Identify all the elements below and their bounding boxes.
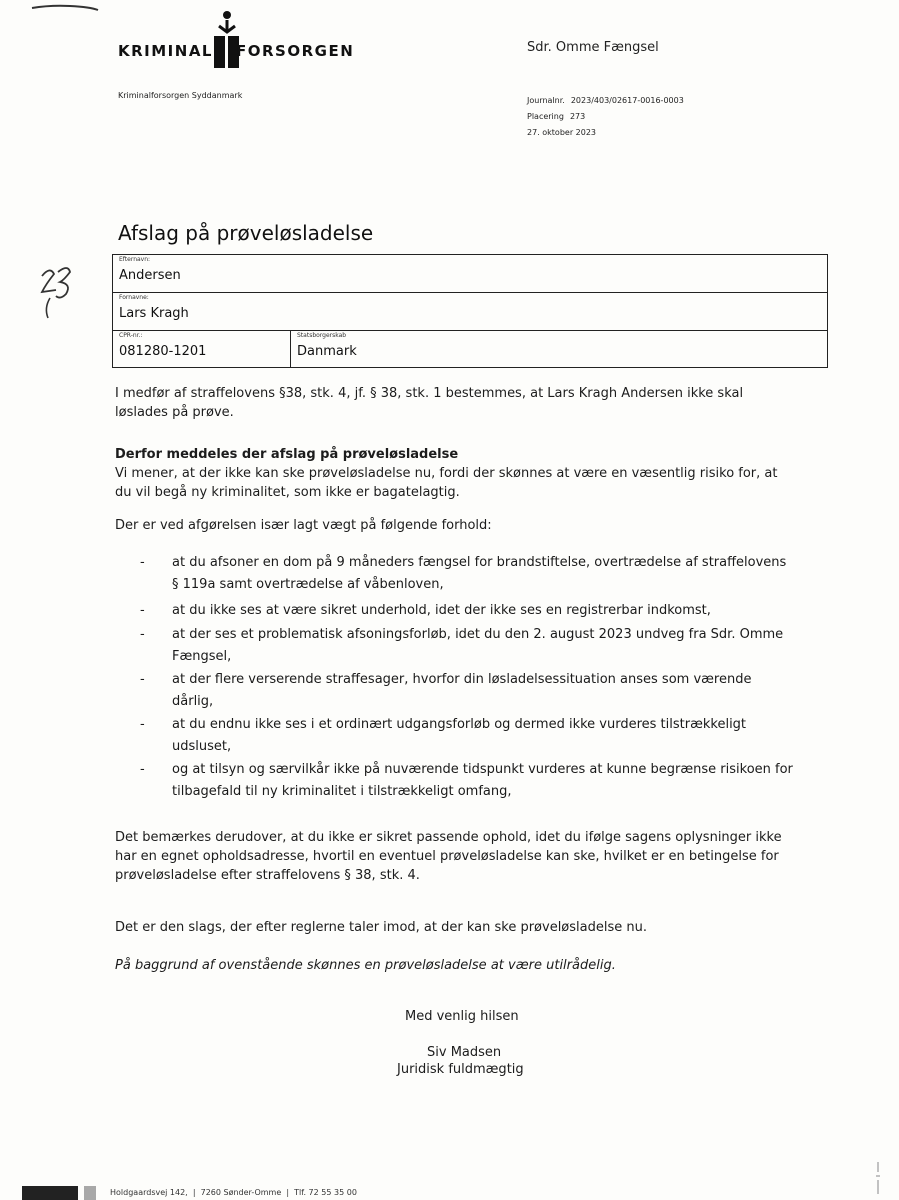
citizenship-label: Statsborgerskab	[297, 332, 347, 339]
kriminalforsorgen-logo	[118, 10, 358, 74]
footer-bar	[22, 1186, 78, 1200]
conclusion-paragraph: På baggrund af ovenstående skønnes en prøveløsladelse at være utilrådelig.	[115, 958, 616, 973]
placement-label: Placering	[527, 112, 564, 121]
margin-scan-mark	[873, 1160, 883, 1196]
bullet-dash: -	[140, 672, 145, 687]
cpr-value: 081280-1201	[119, 344, 207, 359]
organisation-subtitle: Kriminalforsorgen Syddanmark	[118, 91, 243, 100]
surname-row	[113, 255, 827, 293]
decision-paragraph	[115, 384, 743, 422]
signatory-name: Siv Madsen	[427, 1045, 502, 1060]
cpr-label: CPR-nr.:	[119, 332, 143, 339]
residence-line-3: prøveløsladelse efter straffelovens § 38, stk. 4.	[115, 868, 420, 883]
decision-line-1: I medfør af straffelovens §38, stk. 4, jf. § 38, stk. 1 bestemmes, at Lars Kragh Andersen ikke skal	[115, 386, 744, 401]
footer-address: Holdgaardsvej 142, | 7260 Sønder-Omme | Tlf. 72 55 35 00	[110, 1188, 357, 1197]
decision-line-2: løslades på prøve.	[115, 405, 234, 420]
residence-paragraph	[115, 828, 782, 885]
bullet-dash: -	[140, 762, 145, 777]
considerations-intro: Der er ved afgørelsen især lagt vægt på følgende forhold:	[115, 518, 492, 533]
closing-greeting: Med venlig hilsen	[405, 1009, 519, 1024]
journal-label: Journalnr.	[527, 96, 565, 105]
document-title: Afslag på prøveløsladelse	[118, 221, 374, 245]
residence-line-2: har en egnet opholdsadresse, hvortil en eventuel prøveløsladelse kan ske, hvilket er en betingelse for	[115, 849, 779, 864]
signatory-role: Juridisk fuldmægtig	[397, 1062, 524, 1077]
placement-value: 273	[569, 112, 586, 121]
citizenship-cell	[291, 331, 821, 367]
handwritten-annotation	[36, 262, 82, 324]
document-meta	[527, 93, 684, 141]
summary-paragraph: Det er den slags, der efter reglerne taler imod, at der kan ske prøveløsladelse nu.	[115, 920, 647, 935]
logo-text-right: FORSORGEN	[236, 42, 355, 60]
journal-value: 2023/403/02617-0016-0003	[570, 96, 684, 105]
bullet-dash: -	[140, 627, 145, 642]
firstname-label: Fornavne:	[119, 294, 149, 301]
cpr-cell	[113, 331, 290, 367]
personal-details-table	[112, 254, 828, 368]
bullet-dash: -	[140, 603, 145, 618]
bullet-dash: -	[140, 717, 145, 732]
risk-line-2: du vil begå ny kriminalitet, som ikke er bagatelagtig.	[115, 485, 460, 500]
institution-name: Sdr. Omme Fængsel	[527, 40, 659, 55]
surname-value: Andersen	[119, 268, 181, 283]
firstname-row	[113, 293, 827, 331]
footer-square	[84, 1186, 96, 1200]
logo-text-left: KRIMINAL	[118, 42, 213, 60]
pen-stroke-mark	[30, 0, 100, 16]
surname-label: Efternavn:	[119, 256, 151, 263]
risk-paragraph	[115, 464, 777, 502]
residence-line-1: Det bemærkes derudover, at du ikke er sikret passende ophold, idet du ifølge sagens oplysninger ikke	[115, 830, 782, 845]
risk-line-1: Vi mener, at der ikke kan ske prøveløsladelse nu, fordi der skønnes at være en væsentlig risiko for, at	[115, 466, 778, 481]
logo-figure-icon	[211, 10, 241, 70]
firstname-value: Lars Kragh	[119, 306, 189, 321]
bullet-dash: -	[140, 555, 145, 570]
refusal-heading: Derfor meddeles der afslag på prøveløsladelse	[115, 447, 459, 462]
citizenship-value: Danmark	[297, 344, 357, 359]
cpr-citizenship-row	[113, 331, 827, 367]
document-date: 27. oktober 2023	[527, 128, 597, 137]
